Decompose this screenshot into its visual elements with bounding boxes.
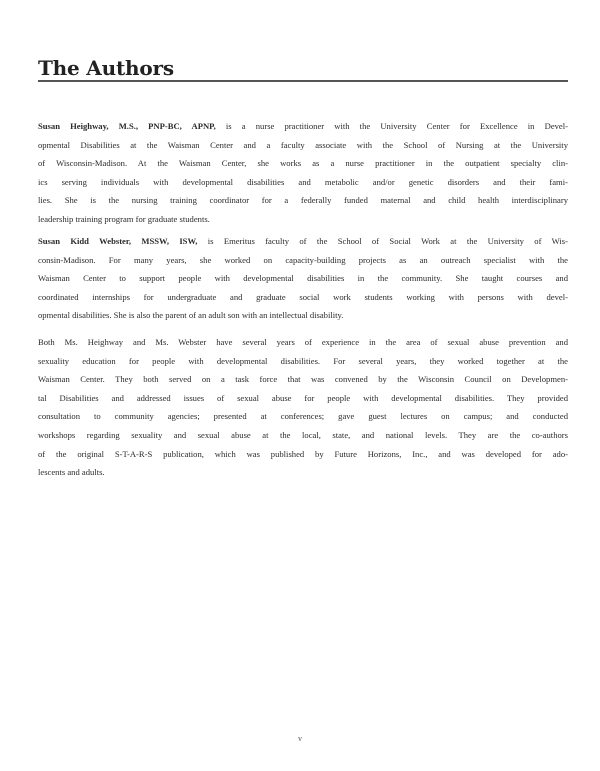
para-line: of the original S-T-A-R-S publication, which was published by Future Horizons, Inc., and was developed for ado-	[38, 448, 568, 459]
author-bio-heighway	[38, 117, 568, 229]
bio-line: coordinated internships for undergraduate and graduate social work students working with persons with devel-	[38, 291, 568, 302]
title-rule	[38, 80, 568, 82]
para-line: consultation to community agencies; presented at conferences; gave guest lectures on campus; and conducted	[38, 411, 568, 422]
author-name: Susan Kidd Webster, MSSW, ISW,	[38, 236, 198, 246]
author-name: Susan Heighway, M.S., PNP-BC, APNP,	[38, 121, 216, 131]
bio-line: consin-Madison. For many years, she worked on capacity-building projects as an outreach specialist with the	[38, 254, 568, 265]
bio-line: of Wisconsin-Madison. At the Waisman Center, she works as a nurse practitioner in the outpatient specialty clin-	[38, 158, 568, 169]
para-line: workshops regarding sexuality and sexual abuse at the local, state, and national levels. They are the co-authors	[38, 429, 568, 440]
para-line: Both Ms. Heighway and Ms. Webster have several years of experience in the area of sexual abuse prevention and	[38, 337, 568, 347]
bio-line: opmental disabilities. She is also the parent of an adult son with an intellectual disability.	[38, 310, 344, 321]
bio-line: Waisman Center to support people with developmental disabilities in the community. She taught courses and	[38, 273, 568, 284]
bio-line: opmental Disabilities at the Waisman Center and a faculty associate with the School of Nursing at the University	[38, 139, 568, 150]
para-line: Waisman Center. They both served on a task force that was convened by the Wisconsin Council on Developmen-	[38, 374, 568, 385]
bio-line: leadership training program for graduate students.	[38, 213, 210, 224]
bio-line: Susan Kidd Webster, MSSW, ISW, is Emeritus faculty of the School of Social Work at the University of Wis-	[38, 236, 568, 246]
author-bio-webster	[38, 232, 568, 325]
bio-line: Susan Heighway, M.S., PNP-BC, APNP, is a nurse practitioner with the University Center for Excellence in Devel-	[38, 121, 568, 131]
bio-line: ics serving individuals with developmental disabilities and metabolic and/or genetic disorders and their fami-	[38, 176, 568, 187]
para-line: tal Disabilities and addressed issues of sexual abuse for people with developmental disabilities. They provided	[38, 392, 568, 403]
para-line: sexuality education for people with developmental disabilities. For several years, they worked together at the	[38, 355, 568, 366]
page-title: The Authors	[38, 56, 174, 80]
joint-paragraph	[38, 333, 568, 482]
bio-line: lies. She is the nursing training coordinator for a federally funded maternal and child health interdisciplinary	[38, 195, 568, 206]
para-line: lescents and adults.	[38, 467, 105, 478]
page-number: v	[298, 734, 302, 743]
